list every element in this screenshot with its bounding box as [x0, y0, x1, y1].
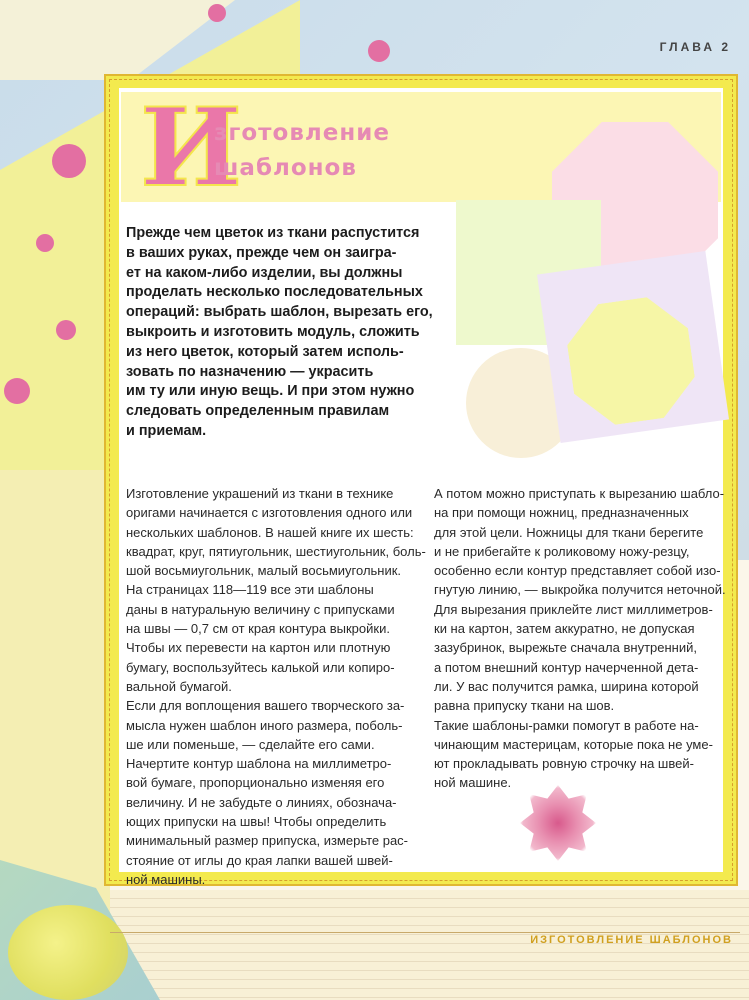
intro-line: и приемам. [126, 422, 207, 439]
body-line: а потом внешний контур начерченной дета- [434, 659, 699, 675]
body-line: вой бумаге, пропорционально изменяя его [126, 775, 385, 791]
body-line: Изготовление украшений из ткани в технике [126, 486, 394, 501]
intro-line: в ваших руках, прежде чем он заигра- [126, 244, 397, 261]
intro-line: следовать определенным правилам [126, 403, 390, 420]
body-line: ки на картон, затем аккуратно, не допуская [434, 621, 695, 637]
intro-line: ет на каком-либо изделии, вы должны [126, 264, 403, 281]
left-text-column [126, 484, 426, 889]
body-line: вальной бумагой. [126, 678, 232, 694]
body-line: величину. И не забудьте о линиях, обознача- [126, 794, 397, 810]
fabric-flower-illustration [520, 785, 596, 861]
running-title: ИЗГОТОВЛЕНИЕ ШАБЛОНОВ [530, 934, 733, 946]
body-line: минимальный размер припуска, измерьте рас- [126, 833, 409, 849]
body-line: ющих припуски на швы! Чтобы определить [126, 814, 387, 830]
body-line: Чтобы их перевести на картон или плотную [126, 640, 391, 656]
polka-dot [52, 144, 86, 178]
polka-dot [36, 234, 54, 252]
body-line: бумагу, воспользуйтесь калькой или копиро- [126, 659, 395, 675]
polka-dot [368, 40, 390, 62]
title-line-1: зготовление [214, 120, 390, 146]
body-line: квадрат, круг, пятиугольник, шестиугольник, боль- [126, 543, 426, 559]
body-line: ной машины. [126, 871, 206, 887]
body-line: оригами начинается с изготовления одного или [126, 505, 413, 521]
intro-paragraph [126, 224, 456, 442]
yellow-flower-decoration [8, 905, 128, 1000]
body-line: шой восьмиугольник, малый восьмиугольник. [126, 563, 402, 579]
body-line: Начертите контур шаблона на миллиметро- [126, 756, 392, 772]
body-line: ной машине. [434, 775, 512, 791]
body-line: ли. У вас получится рамка, ширина которой [434, 678, 699, 694]
footer-divider [110, 932, 740, 933]
intro-line: Прежде чем цветок из ткани распустится [126, 225, 420, 241]
intro-line: из него цветок, который затем исполь- [126, 343, 404, 360]
body-line: Для вырезания приклейте лист миллиметров- [434, 601, 713, 617]
intro-line: им ту или иную вещь. И при этом нужно [126, 383, 415, 400]
body-line: зазубринок, вырежьте сначала внутренний, [434, 640, 697, 656]
title-drop-cap: И [140, 85, 243, 211]
body-line: А потом можно приступать к вырезанию шабло- [434, 486, 725, 501]
body-line: чинающим мастерицам, которые пока не уме- [434, 736, 713, 752]
body-line: стояние от иглы до края лапки вашей швей- [126, 852, 393, 868]
title-line-2: шаблонов [214, 155, 357, 181]
body-line: для этой цели. Ножницы для ткани берегите [434, 524, 704, 540]
polka-dot [4, 378, 30, 404]
body-line: Такие шаблоны-рамки помогут в работе на- [434, 717, 699, 733]
body-line: На страницах 118—119 все эти шаблоны [126, 582, 374, 598]
chapter-label: ГЛАВА 2 [659, 40, 731, 54]
body-line: мысла нужен шаблон иного размера, поболь- [126, 717, 403, 733]
intro-line: проделать несколько последовательных [126, 284, 423, 301]
body-line: нескольких шаблонов. В нашей книге их шесть: [126, 524, 414, 540]
body-line: ше или поменьше, — сделайте его сами. [126, 736, 375, 752]
body-line: особенно если контур представляет собой изо- [434, 563, 721, 579]
body-line: и не прибегайте к роликовому ножу-резцу, [434, 543, 690, 559]
body-line: на швы — 0,7 см от края контура выкройки. [126, 621, 390, 637]
right-text-column [434, 484, 726, 793]
polka-dot [56, 320, 76, 340]
intro-line: выкроить и изготовить модуль, сложить [126, 323, 420, 340]
intro-line: зовать по назначению — украсить [126, 363, 374, 380]
body-line: ют прокладывать ровную строчку на швей- [434, 756, 694, 772]
polka-dot [208, 4, 226, 22]
body-line: на при помощи ножниц, предназначенных [434, 505, 689, 521]
intro-line: операций: выбрать шаблон, вырезать его, [126, 304, 433, 321]
body-line: даны в натуральную величину с припусками [126, 601, 395, 617]
body-line: Если для воплощения вашего творческого за- [126, 698, 405, 714]
body-line: гнутую линию, — выкройка получится неточной. [434, 582, 726, 598]
body-line: равна припуску ткани на шов. [434, 698, 615, 714]
